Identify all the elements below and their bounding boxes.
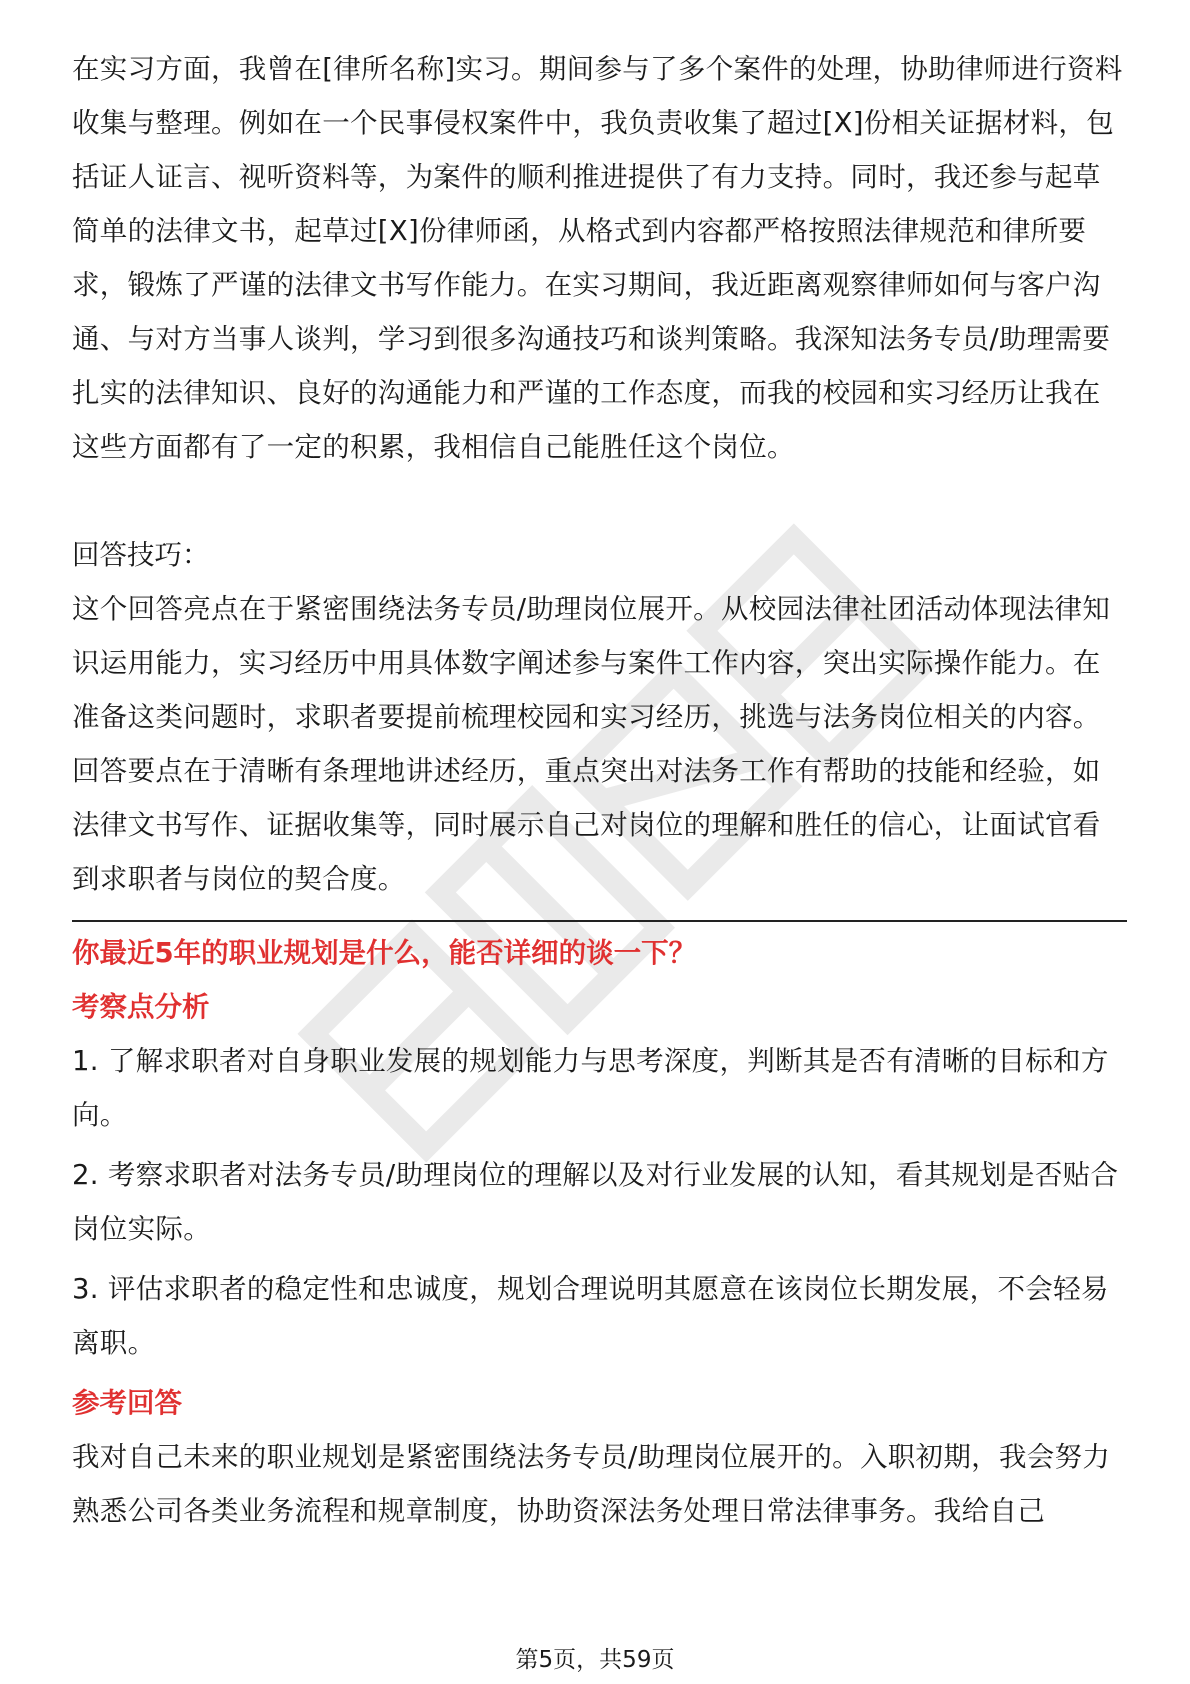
page-content [72, 42, 1127, 1538]
answer-paragraph: 我对自己未来的职业规划是紧密围绕法务专员/助理岗位展开的。入职初期，我会努力熟悉公司各类业务流程和规章制度，协助资深法务处理日常法律事务。我给自己 [72, 1441, 1111, 1527]
analysis-item-2: 2. 考察求职者对法务专员/助理岗位的理解以及对行业发展的认知，看其规划是否贴合岗位实际。 [72, 1159, 1119, 1245]
tips-label: 回答技巧： [72, 539, 210, 571]
analysis-item-1: 1. 了解求职者对自身职业发展的规划能力与思考深度，判断其是否有清晰的目标和方向。 [72, 1045, 1109, 1131]
analysis-heading: 考察点分析 [72, 991, 210, 1023]
intro-paragraph: 在实习方面，我曾在[律所名称]实习。期间参与了多个案件的处理，协助律师进行资料收集与整理。例如在一个民事侵权案件中，我负责收集了超过[X]份相关证据材料，包括证人证言、视听资料等，为案件的顺利推进提供了有力支持。同时，我还参与起草简单的法律文书，起草过[X]份律师函，从格式到内容都严格按照法律规范和律所要求，锻炼了严谨的法律文书写作能力。在实习期间，我近距离观察律师如何与客户沟通、与对方当事人谈判，学习到很多沟通技巧和谈判策略。我深知法务专员/助理需要扎实的法律知识、良好的沟通能力和严谨的工作态度，而我的校园和实习经历让我在这些方面都有了一定的积累，我相信自己能胜任这个岗位。 [72, 53, 1123, 463]
spacer [72, 474, 1127, 528]
answer-heading: 参考回答 [72, 1387, 182, 1419]
section-divider [72, 920, 1127, 922]
question-title: 你最近5年的职业规划是什么，能否详细的谈一下？ [72, 937, 697, 969]
tips-paragraph: 这个回答亮点在于紧密围绕法务专员/助理岗位展开。从校园法律社团活动体现法律知识运用能力，实习经历中用具体数字阐述参与案件工作内容，突出实际操作能力。在准备这类问题时，求职者要提前梳理校园和实习经历，挑选与法务岗位相关的内容。回答要点在于清晰有条理地讲述经历，重点突出对法务工作有帮助的技能和经验，如法律文书写作、证据收集等，同时展示自己对岗位的理解和胜任的信心，让面试官看到求职者与岗位的契合度。 [72, 593, 1111, 895]
analysis-item-3: 3. 评估求职者的稳定性和忠诚度，规划合理说明其愿意在该岗位长期发展，不会轻易离职。 [72, 1273, 1109, 1359]
page-footer: 第5页，共59页 [515, 1647, 675, 1673]
